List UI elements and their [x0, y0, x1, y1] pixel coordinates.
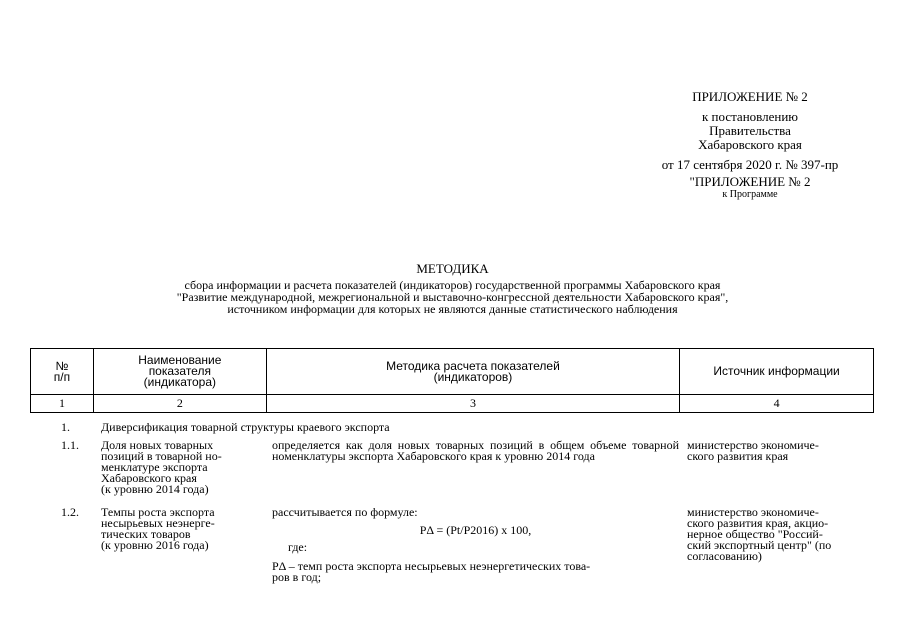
- source-text: министерство экономиче- ского развития края, акцио- нерное общество "Россий- ский экспортный центр" (по согласованию): [687, 505, 832, 563]
- section-title: Диверсификация товарной структуры краевого экспорта: [101, 420, 390, 434]
- appendix-heading-2: "ПРИЛОЖЕНИЕ № 2: [689, 174, 811, 189]
- indicator-name: Темпы роста экспорта несырьевых неэнерге- тических товаров (к уровню 2016 года): [101, 505, 215, 552]
- col-number-1: 1: [31, 395, 94, 413]
- source-text: министерство экономиче- ского развития края: [687, 438, 819, 463]
- appendix-heading: ПРИЛОЖЕНИЕ № 2: [692, 89, 808, 104]
- header-source: Источник информации: [680, 349, 874, 395]
- table-row: [30, 507, 874, 583]
- header-number: № п/п: [31, 349, 94, 395]
- table-row: [30, 422, 874, 433]
- table-row: [30, 440, 874, 495]
- method-text: определяется как доля новых товарных позиций в общем объеме товарной номенклатуры экспорта Хабаровского края к уровню 2014 года: [272, 438, 679, 463]
- col-number-4: 4: [680, 395, 874, 413]
- formula-definition: PΔ – темп роста экспорта несырьевых неэнергетических това- ров в год;: [272, 559, 591, 584]
- indicator-name: Доля новых товарных позиций в товарной но- менклатуре экспорта Хабаровского края (к уровню 2014 года): [101, 438, 222, 496]
- method-cell: [272, 507, 679, 583]
- appendix-date: от 17 сентября 2020 г. № 397-пр: [661, 157, 839, 172]
- subtitle-line: "Развитие международной, межрегиональной и выставочно-конгрессной деятельности Хабаровского края",: [176, 290, 729, 304]
- row-number: 1.1.: [61, 438, 79, 452]
- appendix-to-program: к Программе: [722, 189, 778, 200]
- appendix-region: Хабаровского края: [698, 137, 802, 152]
- row-number: 1.: [61, 420, 70, 434]
- header-method: Методика расчета показателей (индикаторов): [266, 349, 679, 395]
- appendix-to-resolution: к постановлению: [701, 109, 799, 124]
- method-intro: рассчитывается по формуле:: [272, 505, 418, 519]
- col-number-3: 3: [266, 395, 679, 413]
- table-body: [30, 422, 874, 583]
- document-subtitle: [60, 279, 845, 315]
- col-number-2: 2: [93, 395, 266, 413]
- document-title: МЕТОДИКА: [416, 261, 489, 276]
- formula: PΔ = (Pt/P2016) x 100,: [419, 523, 532, 537]
- subtitle-line: сбора информации и расчета показателей (индикаторов) государственной программы Хабаровского края: [184, 278, 721, 292]
- appendix-government: Правительства: [709, 123, 791, 138]
- appendix-block: [620, 90, 880, 201]
- formula-where: где:: [288, 540, 308, 554]
- header-indicator-name: Наименование показателя (индикатора): [93, 349, 266, 395]
- methodology-table-header: [30, 348, 874, 413]
- row-number: 1.2.: [61, 505, 79, 519]
- subtitle-line: источником информации для которых не являются данные статистического наблюдения: [227, 302, 678, 316]
